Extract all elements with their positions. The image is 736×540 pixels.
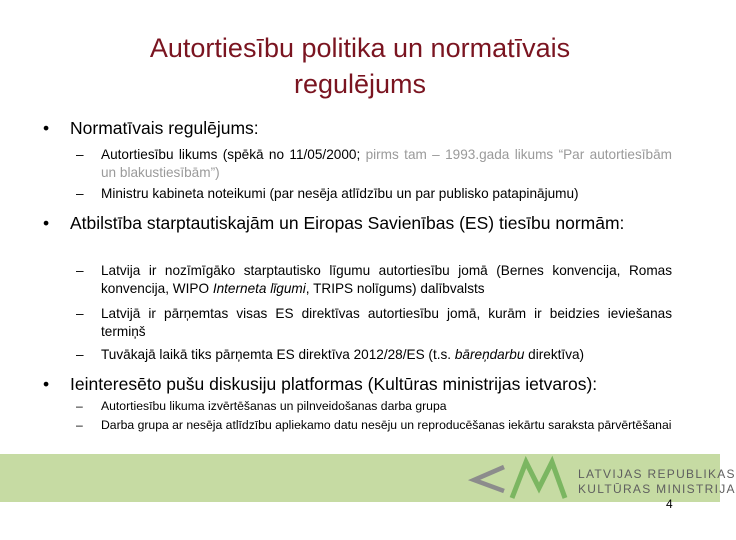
subbullet-copyright-law [101, 146, 672, 181]
subbullet-working-group-levy: – Darba grupa ar nesēja atlīdzību apliekamo datu nesēju un reproducēšanas iekārtu saraksta pārvērtēšanai [101, 417, 672, 433]
orphan-text-a: Tuvākajā laikā tiks pārņemta ES direktīva 2012/28/ES (t.s. [101, 347, 455, 362]
bullet-normative-regulation: • Normatīvais regulējums: [70, 117, 672, 139]
ministry-emblem-icon [468, 454, 578, 502]
subbullet-international-treaties [101, 262, 672, 297]
page-number: 4 [666, 497, 673, 511]
subbullet-orphan-works-directive [101, 346, 672, 364]
copyright-law-previous-text: pirms tam – 1993.gada likums “Par autortiesībām un blakustiesībām”) [101, 147, 672, 180]
bullet-stakeholder-platforms: • Ieinteresēto pušu diskusiju platformas (Kultūras ministrijas ietvaros): [70, 373, 672, 395]
copyright-law-text: Autortiesību likums (spēkā no 11/05/2000; [101, 147, 366, 162]
orphan-text-italic: bāreņdarbu [454, 347, 525, 362]
logo-text-line-1: LATVIJAS REPUBLIKAS [578, 467, 736, 481]
bullet-international-compliance: • Atbilstība starptautiskajām un Eiropas Savienības (ES) tiesību normām: [70, 212, 672, 234]
treaties-text-italic: Interneta līgumi [212, 280, 306, 296]
subbullet-cabinet-regulations: – Ministru kabineta noteikumi (par nesēja atlīdzību un par publisko patapinājumu) [101, 185, 672, 203]
title-line-1: Autortiesību politika un normatīvais [149, 33, 571, 63]
ministry-logo [468, 454, 736, 502]
treaties-text-b: , TRIPS nolīgums) dalībvalsts [305, 280, 485, 296]
title-line-2: regulējums [293, 69, 427, 99]
logo-text-line-2: KULTŪRAS MINISTRIJA [578, 482, 736, 496]
slide-title [40, 30, 680, 102]
treaties-text-a: Latvija ir nozīmīgāko starptautisko līgumu autortiesību jomā (Bernes konvencija, Romas konvencija, WIPO [101, 263, 672, 296]
orphan-text-b: direktīva) [524, 347, 585, 362]
subbullet-eu-directives: – Latvijā ir pārņemtas visas ES direktīvas autortiesību jomā, kurām ir beidzies ieviešanas termiņš [101, 305, 672, 340]
subbullet-working-group-law: – Autortiesību likuma izvērtēšanas un pilnveidošanas darba grupa [101, 398, 672, 414]
